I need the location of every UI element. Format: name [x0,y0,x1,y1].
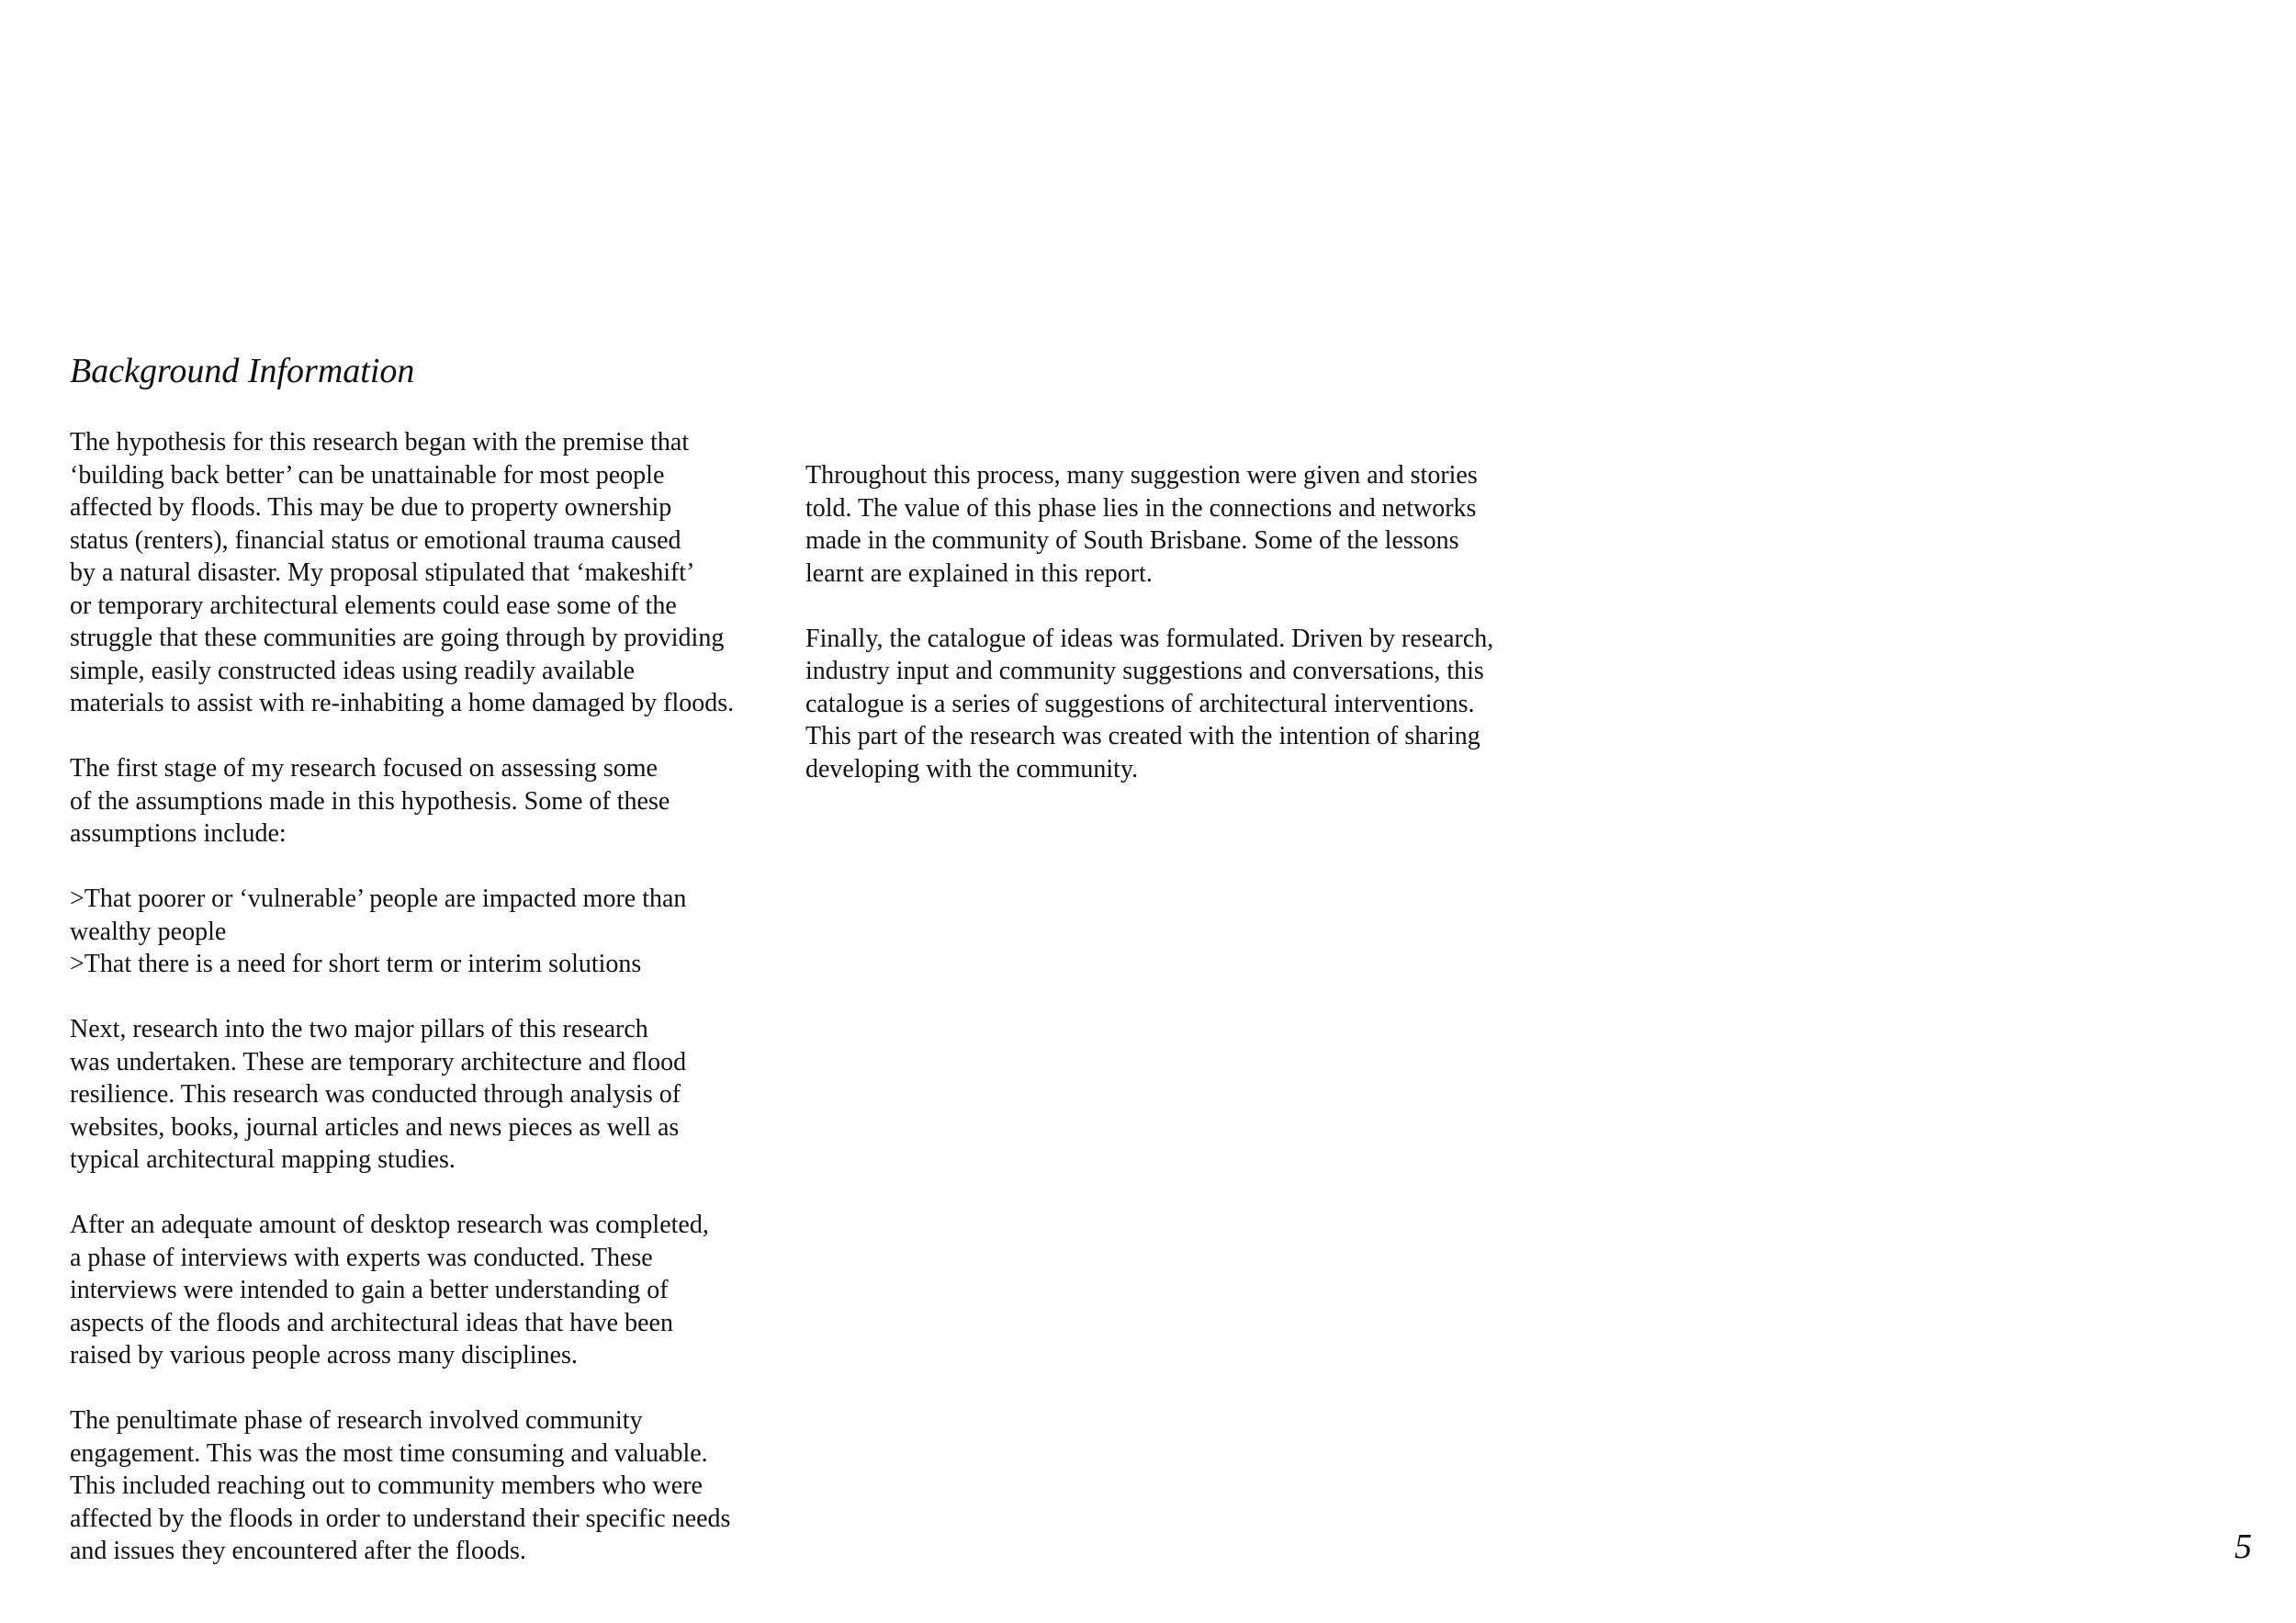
text-line: interviews were intended to gain a better understanding of [70,1276,669,1304]
right-text-column [805,459,1577,785]
text-line: learnt are explained in this report. [805,558,1153,588]
page-number: 5 [2234,1527,2252,1566]
text-line: simple, easily constructed ideas using readily available [70,656,636,685]
text-line: told. The value of this phase lies in the connections and networks [805,493,1477,523]
text-line: and issues they encountered after the floods. [70,1537,526,1565]
text-line: a phase of interviews with experts was conducted. These [70,1243,653,1272]
text-line: The first stage of my research focused on assessing some [70,754,658,783]
text-line: resilience. This research was conducted through analysis of [70,1080,681,1109]
text-line: materials to assist with re-inhabiting a home damaged by floods. [70,689,735,717]
paragraph-assumptions-list [70,883,805,981]
list-item: >That poorer or ‘vulnerable’ people are impacted more than [70,885,687,913]
text-line: or temporary architectural elements could ease some of the [70,591,677,620]
text-line: raised by various people across many disciplines. [70,1341,578,1369]
paragraph-interviews [70,1209,805,1372]
text-line: websites, books, journal articles and news pieces as well as [70,1112,680,1142]
text-line: by a natural disaster. My proposal stipulated that ‘makeshift’ [70,558,695,587]
text-line: industry input and community suggestions and conversations, this [805,657,1484,685]
text-line: ‘building back better’ can be unattainable for most people [70,460,665,490]
text-line: Next, research into the two major pillars of this research [70,1015,648,1043]
text-line: catalogue is a series of suggestions of architectural interventions. [805,689,1475,718]
text-line: developing with the community. [805,754,1139,783]
paragraph-first-stage [70,752,805,851]
paragraph-process [805,459,1577,590]
text-line: assumptions include: [70,819,287,848]
text-line: This part of the research was created with the intention of sharing [805,722,1480,750]
paragraph-catalogue [805,623,1577,786]
text-line: status (renters), financial status or emotional trauma caused [70,525,681,555]
text-line: This included reaching out to community members who were [70,1471,703,1500]
paragraph-community-engagement [70,1404,805,1568]
left-text-column [70,426,805,1568]
text-line: Throughout this process, many suggestion were given and stories [805,461,1478,490]
text-line: aspects of the floods and architectural ideas that have been [70,1308,673,1337]
text-line: affected by the floods in order to understand their specific needs [70,1504,731,1533]
list-item: wealthy people [70,917,227,946]
text-line: Finally, the catalogue of ideas was formulated. Driven by research, [805,624,1494,653]
text-line: engagement. This was the most time consuming and valuable. [70,1438,708,1468]
paragraph-research-pillars [70,1013,805,1177]
list-item: >That there is a need for short term or interim solutions [70,950,642,978]
text-line: typical architectural mapping studies. [70,1145,456,1174]
text-line: of the assumptions made in this hypothesis. Some of these [70,786,670,816]
section-title: Background Information [70,352,415,390]
text-line: The penultimate phase of research involved community [70,1406,643,1435]
text-line: struggle that these communities are going through by providing [70,624,725,652]
text-line: made in the community of South Brisbane. Some of the lessons [805,526,1459,555]
text-line: affected by floods. This may be due to property ownership [70,493,672,522]
paragraph-hypothesis [70,426,805,720]
text-line: was undertaken. These are temporary architecture and flood [70,1047,687,1076]
text-line: After an adequate amount of desktop research was completed, [70,1211,709,1239]
text-line: The hypothesis for this research began with the premise that [70,428,690,456]
